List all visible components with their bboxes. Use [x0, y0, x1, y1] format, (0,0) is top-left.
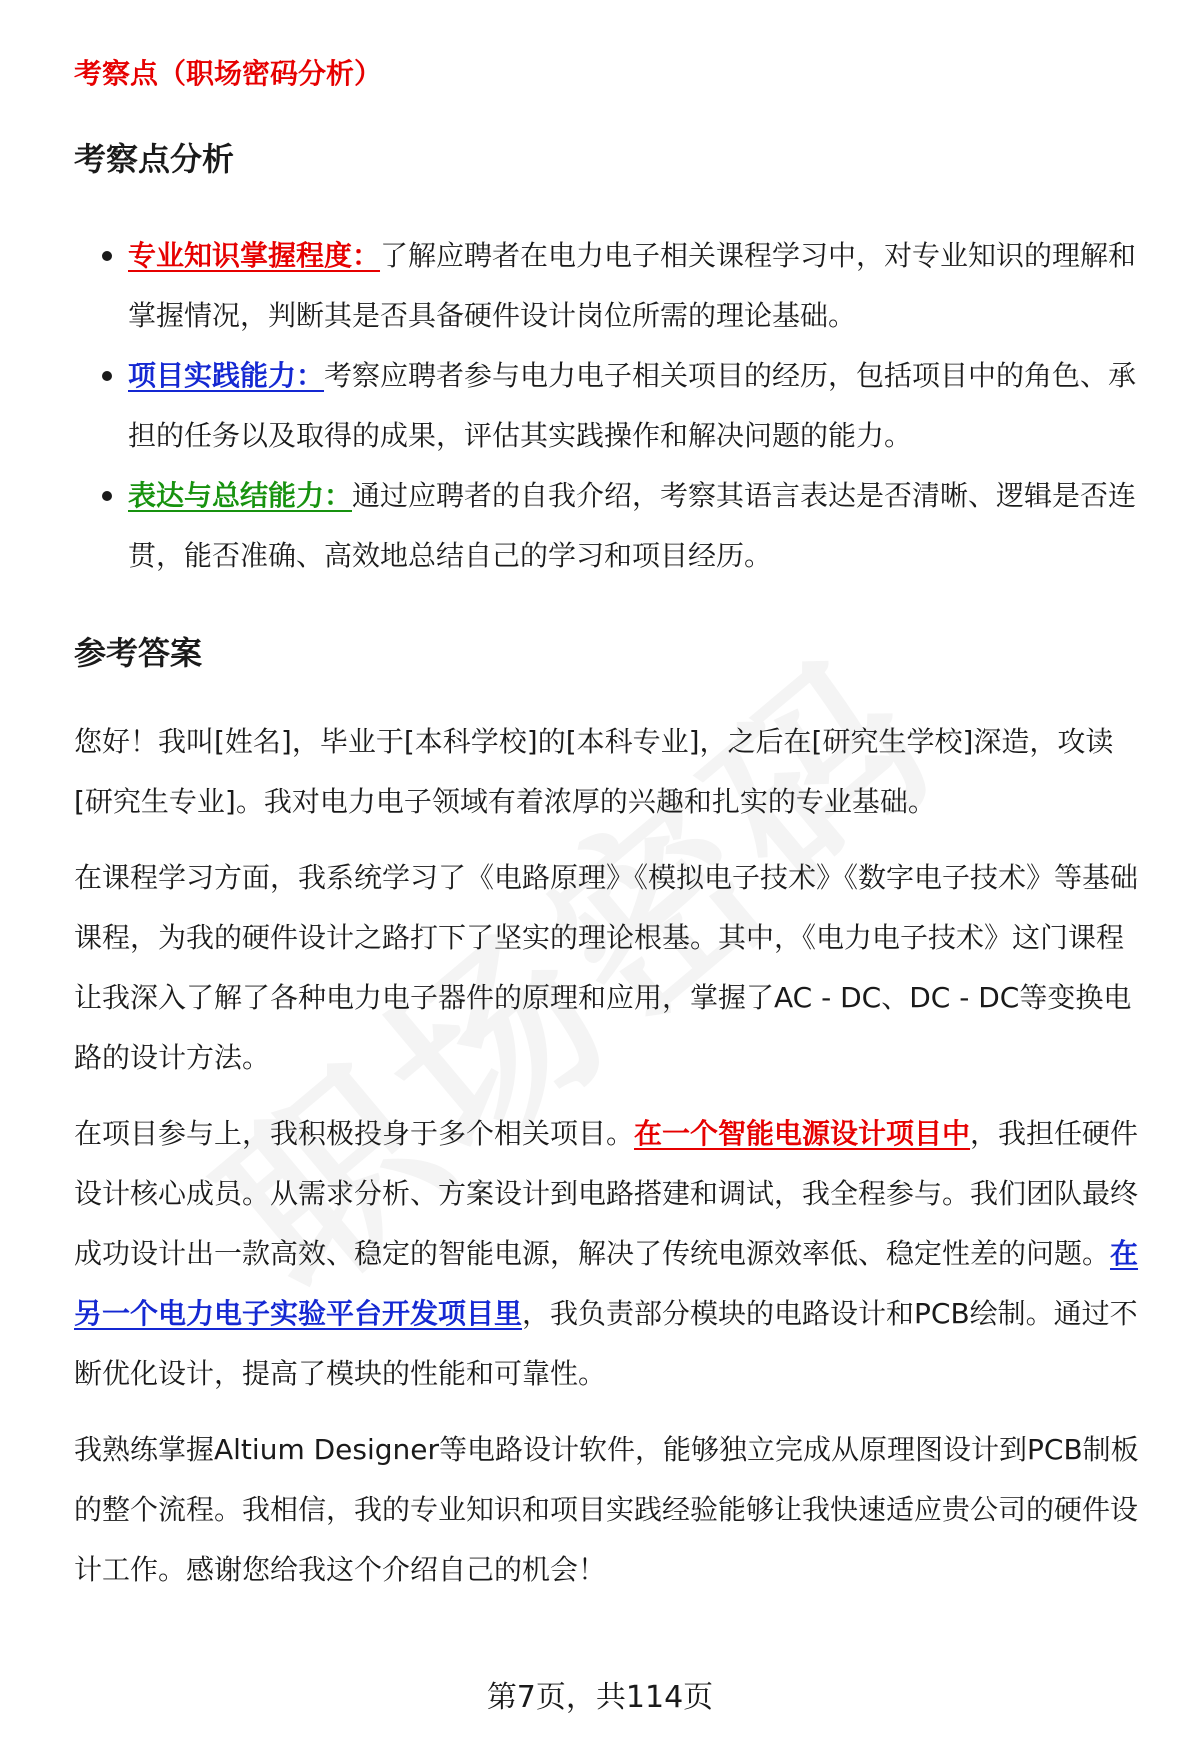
keyword-knowledge: 专业知识掌握程度：: [128, 239, 381, 272]
analysis-heading: 考察点分析: [74, 140, 235, 178]
page-number: 第7页，共114页: [486, 1680, 714, 1715]
paragraph-text: 在项目参与上，我积极投身于多个相关项目。: [74, 1117, 635, 1150]
keyword-expression: 表达与总结能力：: [128, 479, 353, 512]
analysis-text: 了解应聘者在电力电子相关课程学习中，对专业知识的理解和掌握情况，判断其是否具备硬件设计岗位所需的理论基础。: [128, 239, 1137, 332]
keyword-experiment-platform-project: 在另一个电力电子实验平台开发项目里: [74, 1237, 1139, 1330]
analysis-item-practice: [74, 346, 1144, 466]
answer-paragraph-intro: 您好！我叫[姓名]，毕业于[本科学校]的[本科专业]，之后在[研究生学校]深造，攻读[研究生专业]。我对电力电子领域有着浓厚的兴趣和扎实的专业基础。: [74, 725, 1114, 818]
analysis-list: [74, 226, 1144, 586]
analysis-item-expression: [74, 466, 1144, 586]
section-label: 考察点（职场密码分析）: [74, 57, 383, 90]
keyword-practice: 项目实践能力：: [128, 359, 325, 392]
keyword-smart-power-project: 在一个智能电源设计项目中: [634, 1117, 971, 1150]
bullet-icon: [102, 371, 112, 381]
analysis-text: 考察应聘者参与电力电子相关项目的经历，包括项目中的角色、承担的任务以及取得的成果，评估其实践操作和解决问题的能力。: [128, 359, 1137, 452]
bullet-icon: [102, 251, 112, 261]
analysis-item-knowledge: [74, 226, 1144, 346]
answer-paragraph-projects: [74, 1104, 1144, 1404]
answer-heading: 参考答案: [74, 634, 203, 672]
bullet-icon: [102, 491, 112, 501]
paragraph-text: ，我担任硬件设计核心成员。从需求分析、方案设计到电路搭建和调试，我全程参与。我们团队最终成功设计出一款高效、稳定的智能电源，解决了传统电源效率低、稳定性差的问题。: [74, 1117, 1139, 1270]
document-page: [74, 54, 1144, 1600]
answer-paragraph-skills: 我熟练掌握Altium Designer等电路设计软件，能够独立完成从原理图设计到PCB制板的整个流程。我相信，我的专业知识和项目实践经验能够让我快速适应贵公司的硬件设计工作。感谢您给我这个介绍自己的机会！: [74, 1433, 1139, 1586]
paragraph-text: ，我负责部分模块的电路设计和PCB绘制。通过不断优化设计，提高了模块的性能和可靠性。: [74, 1297, 1138, 1390]
answer-paragraph-courses: 在课程学习方面，我系统学习了《电路原理》《模拟电子技术》《数字电子技术》等基础课程，为我的硬件设计之路打下了坚实的理论根基。其中，《电力电子技术》这门课程让我深入了解了各种电力电子器件的原理和应用，掌握了AC - DC、DC - DC等变换电路的设计方法。: [74, 861, 1139, 1074]
analysis-text: 通过应聘者的自我介绍，考察其语言表达是否清晰、逻辑是否连贯，能否准确、高效地总结自己的学习和项目经历。: [128, 479, 1137, 572]
